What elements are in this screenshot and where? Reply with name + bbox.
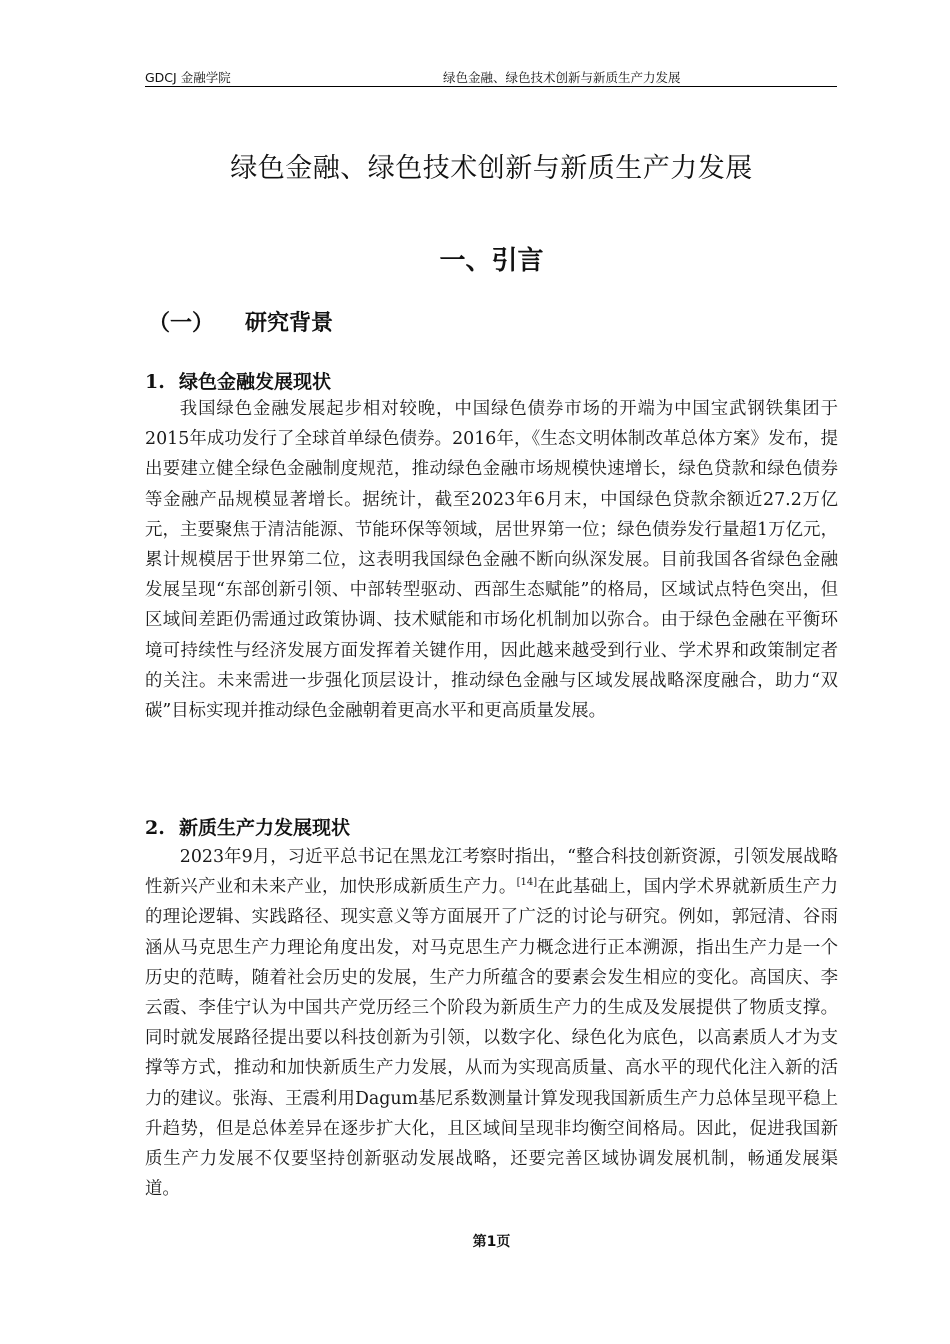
document-title: 绿色金融、绿色技术创新与新质生产力发展 [230, 153, 753, 184]
subsection-number: （一） [148, 311, 215, 336]
item-heading-2 [145, 813, 350, 840]
item-heading-1 [145, 367, 331, 394]
item-number-1: 1. [145, 371, 165, 393]
page-number: 第1页 [472, 1234, 511, 1250]
subsection-label: 研究背景 [245, 311, 334, 336]
header-institution: GDCJ 金融学院 [145, 70, 231, 85]
header-running-title: 绿色金融、绿色技术创新与新质生产力发展 [443, 70, 681, 85]
paragraph-green-finance: 我国绿色金融发展起步相对较晚，中国绿色债券市场的开端为中国宝武钢铁集团于2015年成功发行了全球首单绿色债券。2016年，《生态文明体制改革总体方案》发布，提出要建立健全绿色金融制度规范，推动绿色金融市场规模快速增长，绿色贷款和绿色债券等金融产品规模显著增长。据统计，截至2023年6月末，中国绿色贷款余额近27.2万亿元，主要聚焦于清洁能源、节能环保等领域，居世界第一位；绿色债券发行量超1万亿元，累计规模居于世界第二位，这表明我国绿色金融不断向纵深发展。目前我国各省绿色金融发展呈现“东部创新引领、中部转型驱动、西部生态赋能”的格局，区域试点特色突出，但区域间差距仍需通过政策协调、技术赋能和市场化机制加以弥合。由于绿色金融在平衡环境可持续性与经济发展方面发挥着关键作用，因此越来越受到行业、学术界和政策制定者的关注。未来需进一步强化顶层设计，推动绿色金融与区域发展战略深度融合，助力“双碳”目标实现并推动绿色金融朝着更高水平和更高质量发展。 [145, 399, 838, 722]
page-header [145, 66, 837, 87]
paragraph-text-after-citation: 在此基础上，国内学术界就新质生产力的理论逻辑、实践路径、现实意义等方面展开了广泛的讨论与研究。例如，郭冠清、谷雨涵从马克思生产力理论角度出发，对马克思生产力概念进行正本溯源，指出生产力是一个历史的范畴，随着社会历史的发展，生产力所蕴含的要素会发生相应的变化。高国庆、李云霞、李佳宁认为中国共产党历经三个阶段为新质生产力的生成及发展提供了物质支撑。同时就发展路径提出要以科技创新为引领，以数字化、绿色化为底色，以高素质人才为支撑等方式，推动和加快新质生产力发展，从而为实现高质量、高水平的现代化注入新的活力的建议。张海、王震利用Dagum基尼系数测量计算发现我国新质生产力总体呈现平稳上升趋势，但是总体差异在逐步扩大化，且区域间呈现非均衡空间格局。因此，促进我国新质生产力发展不仅要坚持创新驱动发展战略，还要完善区域协调发展机制，畅通发展渠道。 [145, 877, 838, 1200]
subsection-title [148, 306, 333, 337]
citation-14[interactable]: [14] [516, 877, 538, 889]
item-heading-text-2: 新质生产力发展现状 [179, 817, 351, 839]
item-heading-text-1: 绿色金融发展现状 [179, 371, 332, 393]
section-title: 一、引言 [439, 246, 544, 276]
item-number-2: 2. [145, 817, 165, 839]
paragraph-text-before-citation: 2023年9月，习近平总书记在黑龙江考察时指出，“整合科技创新资源，引领发展战略性新兴产业和未来产业，加快形成新质生产力。 [145, 847, 838, 898]
paragraph-new-productivity [145, 842, 838, 1204]
